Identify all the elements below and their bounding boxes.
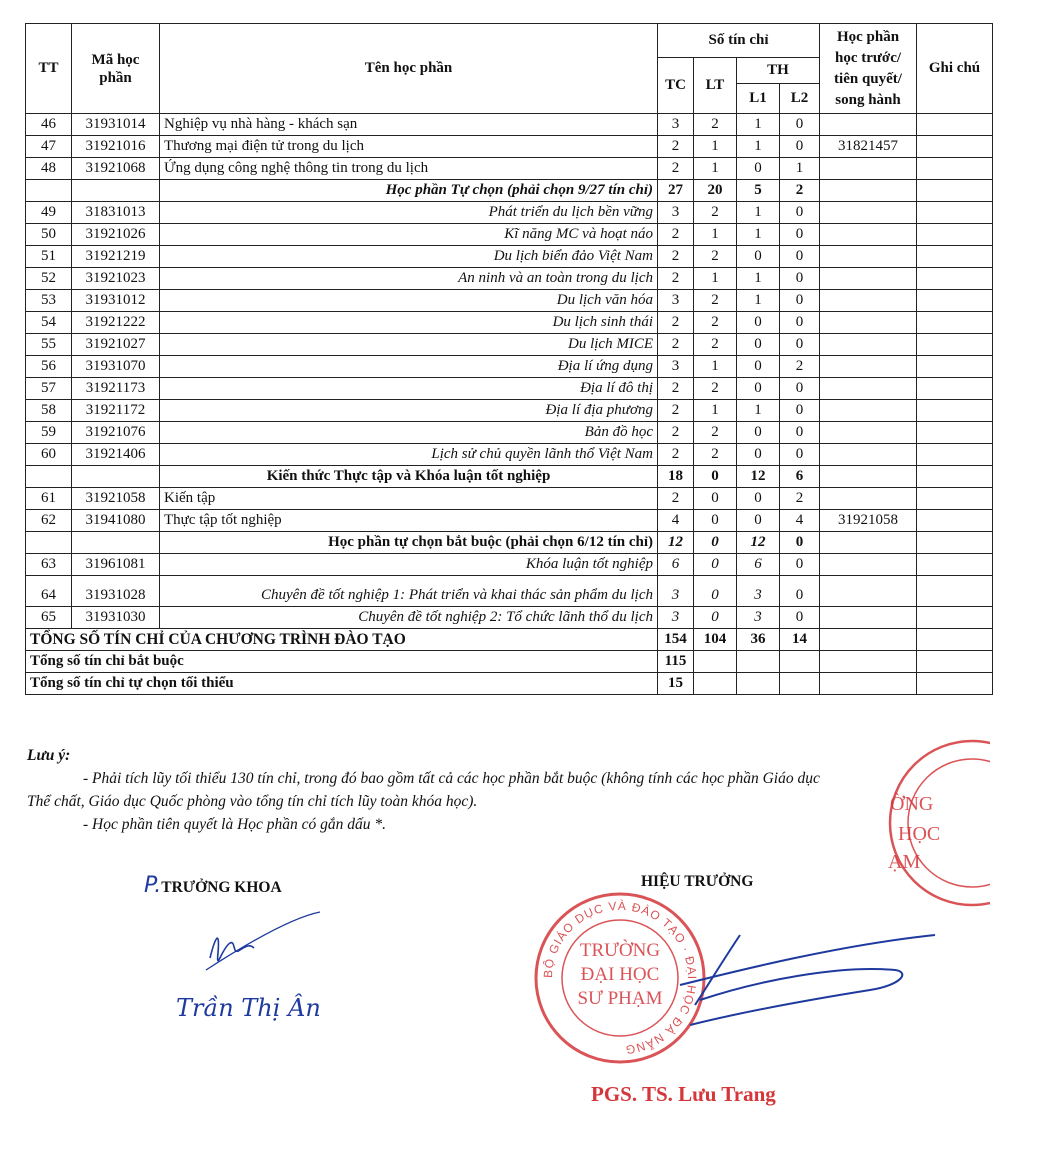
cell-name: Khóa luận tốt nghiệp [160, 554, 658, 576]
cell-code: 31931028 [72, 576, 160, 607]
table-body [26, 114, 993, 629]
cell-tt: 58 [26, 400, 72, 422]
cell-l2: 0 [780, 312, 820, 334]
cell-tc: 2 [658, 246, 694, 268]
cell-tt: 49 [26, 202, 72, 224]
cell-tt: 65 [26, 607, 72, 629]
table-row [26, 180, 993, 202]
dean-signature [170, 898, 390, 1028]
cell-code: 31961081 [72, 554, 160, 576]
cell-l1: 12 [737, 466, 780, 488]
cell-lt: 2 [694, 378, 737, 400]
cell-name: Thực tập tốt nghiệp [160, 510, 658, 532]
rector-signature [640, 910, 940, 1040]
cell-prereq [820, 246, 917, 268]
header-prereq: Học phần học trước/ tiên quyết/ song hành [820, 24, 917, 114]
cell-tt: 50 [26, 224, 72, 246]
svg-text:ẠM: ẠM [888, 851, 921, 873]
total-required-label: Tổng số tín chỉ bắt buộc [26, 651, 658, 673]
table-row [26, 532, 993, 554]
total-elective-row [26, 673, 993, 695]
cell-code: 31921406 [72, 444, 160, 466]
cell-l1: 1 [737, 224, 780, 246]
cell-l1: 1 [737, 400, 780, 422]
table-row [26, 576, 993, 607]
cell-note [917, 422, 993, 444]
header-lt: LT [694, 58, 737, 114]
cell-tc: 3 [658, 576, 694, 607]
cell-tc: 2 [658, 488, 694, 510]
cell-note [917, 510, 993, 532]
cell-lt: 1 [694, 356, 737, 378]
cell-name: Chuyên đề tốt nghiệp 1: Phát triển và khai thác sản phẩm du lịch [160, 576, 658, 607]
cell-l1: 0 [737, 246, 780, 268]
cell-l2: 0 [780, 532, 820, 554]
table-row [26, 312, 993, 334]
rector-name: PGS. TS. Lưu Trang [591, 1082, 776, 1106]
cell-prereq [820, 158, 917, 180]
cell-prereq [820, 378, 917, 400]
total-program-label: TỔNG SỐ TÍN CHỈ CỦA CHƯƠNG TRÌNH ĐÀO TẠO [26, 629, 658, 651]
table-row [26, 136, 993, 158]
cell-l1: 0 [737, 356, 780, 378]
cell-name: Địa lí địa phương [160, 400, 658, 422]
cell-l2: 0 [780, 422, 820, 444]
cell-empty [917, 673, 993, 695]
cell-l2: 2 [780, 180, 820, 202]
table-row [26, 290, 993, 312]
note-line-2: - Học phần tiên quyết là Học phần có gắn dấu *. [83, 816, 387, 833]
table-row [26, 158, 993, 180]
cell-l2: 0 [780, 114, 820, 136]
cell-l2: 0 [780, 554, 820, 576]
cell-note [917, 444, 993, 466]
cell-tc: 2 [658, 400, 694, 422]
cell-name: Du lịch sinh thái [160, 312, 658, 334]
cell-l1: 0 [737, 158, 780, 180]
cell-l2: 0 [780, 136, 820, 158]
cell-lt: 0 [694, 466, 737, 488]
cell-l1: 0 [737, 488, 780, 510]
table-row [26, 224, 993, 246]
cell-name: Địa lí ứng dụng [160, 356, 658, 378]
cell-tc: 4 [658, 510, 694, 532]
table-row [26, 510, 993, 532]
cell-tt: 63 [26, 554, 72, 576]
total-elective-label: Tổng số tín chỉ tự chọn tối thiểu [26, 673, 658, 695]
cell-l2: 0 [780, 334, 820, 356]
cell-tc: 2 [658, 136, 694, 158]
cell-lt: 20 [694, 180, 737, 202]
cell-l1: 0 [737, 312, 780, 334]
cell-l1: 3 [737, 607, 780, 629]
cell-lt: 2 [694, 444, 737, 466]
cell-tc: 6 [658, 554, 694, 576]
cell-lt: 0 [694, 532, 737, 554]
cell-lt: 1 [694, 268, 737, 290]
cell-prereq [820, 114, 917, 136]
table-row [26, 444, 993, 466]
cell-name: An ninh và an toàn trong du lịch [160, 268, 658, 290]
cell-lt: 1 [694, 136, 737, 158]
cell-lt: 2 [694, 422, 737, 444]
cell-lt: 0 [694, 607, 737, 629]
cell-name: Học phần Tự chọn (phải chọn 9/27 tín chỉ) [160, 180, 658, 202]
cell-tc: 2 [658, 224, 694, 246]
cell-tt: 59 [26, 422, 72, 444]
curriculum-table [25, 23, 993, 695]
cell-code: 31831013 [72, 202, 160, 224]
total-elective-tc: 15 [658, 673, 694, 695]
cell-code: 31941080 [72, 510, 160, 532]
svg-text:ỜNG: ỜNG [890, 793, 934, 815]
cell-l1: 0 [737, 510, 780, 532]
cell-note [917, 607, 993, 629]
cell-tt: 56 [26, 356, 72, 378]
cell-name: Du lịch biển đảo Việt Nam [160, 246, 658, 268]
cell-empty [917, 651, 993, 673]
cell-note [917, 488, 993, 510]
cell-lt: 2 [694, 246, 737, 268]
cell-lt: 0 [694, 576, 737, 607]
cell-tc: 3 [658, 114, 694, 136]
header-credits: Số tín chỉ [658, 24, 820, 58]
cell-l1: 12 [737, 532, 780, 554]
cell-tc: 12 [658, 532, 694, 554]
cell-lt: 1 [694, 400, 737, 422]
cell-l2: 2 [780, 488, 820, 510]
cell-note [917, 334, 993, 356]
partial-stamp-right [880, 738, 990, 918]
stamp-center-line-1: TRƯỜNG [579, 940, 661, 961]
notes-section [27, 744, 1007, 836]
total-program-l1: 36 [737, 629, 780, 651]
cell-tt: 57 [26, 378, 72, 400]
cell-prereq [820, 466, 917, 488]
table-row [26, 400, 993, 422]
table-row [26, 378, 993, 400]
cell-tc: 2 [658, 444, 694, 466]
cell-empty [820, 651, 917, 673]
table-row [26, 422, 993, 444]
header-note: Ghi chú [917, 24, 993, 114]
cell-l2: 0 [780, 378, 820, 400]
cell-l1: 1 [737, 114, 780, 136]
cell-name: Phát triển du lịch bền vững [160, 202, 658, 224]
cell-tt: 48 [26, 158, 72, 180]
cell-l1: 1 [737, 290, 780, 312]
cell-note [917, 576, 993, 607]
cell-code: 31931014 [72, 114, 160, 136]
cell-name: Kĩ năng MC và hoạt náo [160, 224, 658, 246]
cell-code [72, 532, 160, 554]
note-line-1a: - Phải tích lũy tối thiểu 130 tín chỉ, trong đó bao gồm tất cả các học phần bắt buộc (không tính các học phần Giáo dục [83, 770, 820, 787]
cell-prereq: 31921058 [820, 510, 917, 532]
cell-lt: 1 [694, 224, 737, 246]
stamp-center-line-2: ĐẠI HỌC [580, 964, 660, 985]
cell-tc: 3 [658, 356, 694, 378]
cell-l2: 6 [780, 466, 820, 488]
cell-tt: 53 [26, 290, 72, 312]
cell-prereq [820, 202, 917, 224]
cell-lt: 1 [694, 158, 737, 180]
cell-prereq [820, 180, 917, 202]
table-row [26, 488, 993, 510]
cell-code: 31921016 [72, 136, 160, 158]
cell-name: Lịch sử chủ quyền lãnh thổ Việt Nam [160, 444, 658, 466]
cell-tc: 2 [658, 378, 694, 400]
header-name: Tên học phần [160, 24, 658, 114]
cell-prereq [820, 444, 917, 466]
cell-tc: 2 [658, 268, 694, 290]
cell-name: Kiến tập [160, 488, 658, 510]
cell-empty [780, 651, 820, 673]
cell-note [917, 136, 993, 158]
cell-l1: 6 [737, 554, 780, 576]
stamp-ring-text: BỘ GIÁO DỤC VÀ ĐÀO TẠO · ĐẠI HỌC ĐÀ NẴNG [540, 898, 700, 1057]
total-program-lt: 104 [694, 629, 737, 651]
cell-prereq [820, 356, 917, 378]
cell-l2: 0 [780, 576, 820, 607]
table-row [26, 202, 993, 224]
cell-tt [26, 532, 72, 554]
dean-title-block [144, 873, 282, 898]
cell-tc: 3 [658, 607, 694, 629]
cell-note [917, 202, 993, 224]
cell-l2: 0 [780, 224, 820, 246]
cell-code: 31921172 [72, 400, 160, 422]
cell-code: 31921027 [72, 334, 160, 356]
cell-name: Nghiệp vụ nhà hàng - khách sạn [160, 114, 658, 136]
header-code: Mã học phần [72, 24, 160, 114]
cell-tt: 64 [26, 576, 72, 607]
cell-l2: 0 [780, 202, 820, 224]
total-required-tc: 115 [658, 651, 694, 673]
cell-prereq [820, 312, 917, 334]
cell-tt: 54 [26, 312, 72, 334]
cell-prereq: 31821457 [820, 136, 917, 158]
cell-note [917, 466, 993, 488]
cell-code: 31931012 [72, 290, 160, 312]
dean-prefix: P. [144, 873, 162, 898]
table-row [26, 268, 993, 290]
header-th: TH [737, 58, 820, 84]
cell-l2: 0 [780, 444, 820, 466]
cell-empty [820, 673, 917, 695]
header-l2: L2 [780, 84, 820, 114]
cell-l1: 0 [737, 444, 780, 466]
dean-title: TRƯỞNG KHOA [161, 879, 282, 896]
cell-code [72, 180, 160, 202]
cell-l2: 0 [780, 400, 820, 422]
table-row [26, 607, 993, 629]
cell-prereq [820, 488, 917, 510]
cell-note [917, 356, 993, 378]
cell-empty [694, 673, 737, 695]
header-tt: TT [26, 24, 72, 114]
cell-code: 31931030 [72, 607, 160, 629]
cell-prereq [820, 290, 917, 312]
cell-tt [26, 180, 72, 202]
table-row [26, 334, 993, 356]
cell-tt: 46 [26, 114, 72, 136]
svg-text:HỌC: HỌC [898, 823, 941, 845]
cell-prereq [820, 400, 917, 422]
cell-prereq [820, 554, 917, 576]
cell-l2: 0 [780, 268, 820, 290]
cell-code: 31921076 [72, 422, 160, 444]
cell-note [917, 114, 993, 136]
cell-note [917, 180, 993, 202]
cell-tc: 3 [658, 290, 694, 312]
cell-note [917, 290, 993, 312]
cell-name: Chuyên đề tốt nghiệp 2: Tổ chức lãnh thổ du lịch [160, 607, 658, 629]
cell-l1: 0 [737, 422, 780, 444]
cell-name: Du lịch MICE [160, 334, 658, 356]
cell-code: 31921219 [72, 246, 160, 268]
cell-note [917, 246, 993, 268]
cell-prereq [820, 268, 917, 290]
table-row [26, 554, 993, 576]
cell-note [917, 158, 993, 180]
cell-l1: 3 [737, 576, 780, 607]
cell-l1: 1 [737, 268, 780, 290]
dean-handwritten-name: Trần Thị Ân [176, 994, 321, 1022]
header-l1: L1 [737, 84, 780, 114]
cell-prereq [820, 576, 917, 607]
cell-note [917, 554, 993, 576]
cell-code: 31921058 [72, 488, 160, 510]
total-program-tc: 154 [658, 629, 694, 651]
cell-tt: 60 [26, 444, 72, 466]
cell-tc: 18 [658, 466, 694, 488]
cell-empty [780, 673, 820, 695]
cell-lt: 2 [694, 334, 737, 356]
cell-tt: 55 [26, 334, 72, 356]
cell-note [917, 224, 993, 246]
cell-name: Học phần tự chọn bắt buộc (phải chọn 6/12 tín chỉ) [160, 532, 658, 554]
cell-l2: 0 [780, 607, 820, 629]
cell-empty [737, 673, 780, 695]
cell-lt: 2 [694, 290, 737, 312]
cell-l1: 1 [737, 136, 780, 158]
cell-note [917, 532, 993, 554]
cell-prereq [820, 224, 917, 246]
cell-name: Bản đồ học [160, 422, 658, 444]
cell-name: Địa lí đô thị [160, 378, 658, 400]
cell-name: Du lịch văn hóa [160, 290, 658, 312]
cell-empty [737, 651, 780, 673]
cell-prereq [820, 532, 917, 554]
cell-lt: 0 [694, 510, 737, 532]
cell-name: Kiến thức Thực tập và Khóa luận tốt nghiệp [160, 466, 658, 488]
cell-prereq [820, 334, 917, 356]
total-required-row [26, 651, 993, 673]
cell-tc: 3 [658, 202, 694, 224]
cell-code: 31921173 [72, 378, 160, 400]
note-line-1b: Thể chất, Giáo dục Quốc phòng vào tổng tín chỉ tích lũy toàn khóa học). [27, 793, 478, 810]
cell-tt: 52 [26, 268, 72, 290]
cell-tc: 2 [658, 312, 694, 334]
cell-l1: 0 [737, 334, 780, 356]
cell-tt: 51 [26, 246, 72, 268]
cell-name: Thương mại điện tử trong du lịch [160, 136, 658, 158]
cell-note [917, 268, 993, 290]
cell-l2: 0 [780, 290, 820, 312]
table-row [26, 114, 993, 136]
cell-tt: 62 [26, 510, 72, 532]
cell-l1: 5 [737, 180, 780, 202]
cell-empty [820, 629, 917, 651]
cell-l2: 2 [780, 356, 820, 378]
cell-l2: 0 [780, 246, 820, 268]
cell-l2: 4 [780, 510, 820, 532]
cell-code [72, 466, 160, 488]
cell-prereq [820, 422, 917, 444]
cell-lt: 2 [694, 312, 737, 334]
table-row [26, 246, 993, 268]
cell-name: Ứng dụng công nghệ thông tin trong du lịch [160, 158, 658, 180]
cell-tt [26, 466, 72, 488]
total-program-row [26, 629, 993, 651]
cell-lt: 0 [694, 554, 737, 576]
cell-note [917, 378, 993, 400]
rector-title: HIỆU TRƯỞNG [641, 873, 754, 890]
cell-tc: 2 [658, 334, 694, 356]
cell-tc: 27 [658, 180, 694, 202]
cell-tt: 61 [26, 488, 72, 510]
cell-lt: 2 [694, 114, 737, 136]
cell-code: 31921026 [72, 224, 160, 246]
cell-l1: 1 [737, 202, 780, 224]
cell-code: 31931070 [72, 356, 160, 378]
cell-lt: 2 [694, 202, 737, 224]
cell-code: 31921023 [72, 268, 160, 290]
cell-tc: 2 [658, 158, 694, 180]
cell-code: 31921068 [72, 158, 160, 180]
table-row [26, 356, 993, 378]
cell-note [917, 312, 993, 334]
cell-tt: 47 [26, 136, 72, 158]
stamp-center-line-3: SƯ PHẠM [577, 988, 663, 1009]
table-row [26, 466, 993, 488]
total-program-l2: 14 [780, 629, 820, 651]
notes-title: Lưu ý: [27, 747, 71, 764]
cell-tc: 2 [658, 422, 694, 444]
header-tc: TC [658, 58, 694, 114]
cell-empty [694, 651, 737, 673]
cell-empty [917, 629, 993, 651]
cell-note [917, 400, 993, 422]
cell-code: 31921222 [72, 312, 160, 334]
cell-l2: 1 [780, 158, 820, 180]
cell-l1: 0 [737, 378, 780, 400]
cell-prereq [820, 607, 917, 629]
cell-lt: 0 [694, 488, 737, 510]
